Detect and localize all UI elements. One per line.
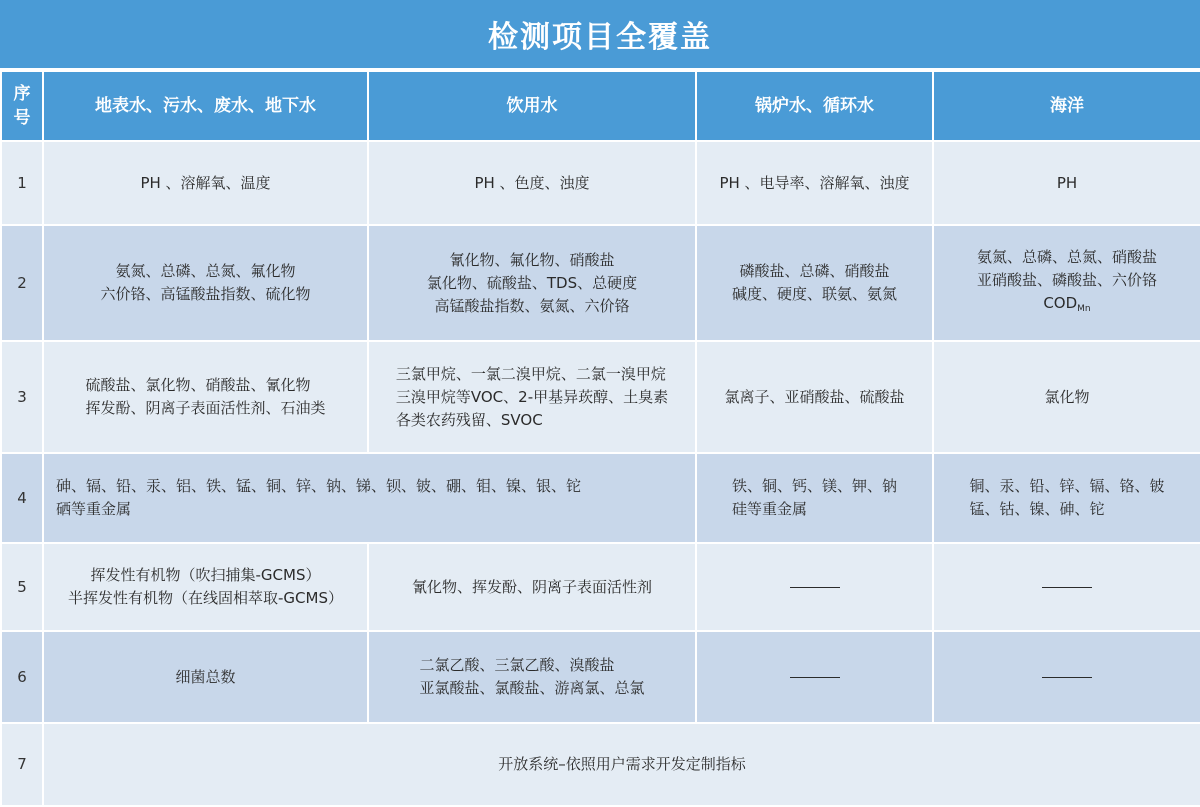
cell-surface-water: 硫酸盐、氯化物、硝酸盐、氰化物 挥发酚、阴离子表面活性剂、石油类 [43,341,368,453]
table-row [1,453,1200,543]
header-boiler-water: 锅炉水、循环水 [696,71,933,141]
cell-ocean: PH [933,141,1200,225]
cell-ocean [933,631,1200,723]
cell-surface-water: 挥发性有机物（吹扫捕集-GCMS） 半挥发性有机物（在线固相萃取-GCMS） [43,543,368,631]
row-number: 1 [1,141,43,225]
empty-dash [1042,587,1092,588]
table-row [1,723,1200,806]
row-number: 3 [1,341,43,453]
cell-boiler-water: 磷酸盐、总磷、硝酸盐 碱度、硬度、联氨、氨氮 [696,225,933,341]
cell-boiler-water: 氯离子、亚硝酸盐、硫酸盐 [696,341,933,453]
cell-surface-water: 细菌总数 [43,631,368,723]
cell-custom-indicators: 开放系统–依照用户需求开发定制指标 [43,723,1200,806]
cell-drinking-water: 二氯乙酸、三氯乙酸、溴酸盐 亚氯酸盐、氯酸盐、游离氯、总氯 [368,631,696,723]
cod-label: COD [1043,293,1078,312]
cell-boiler-water [696,543,933,631]
row-number: 6 [1,631,43,723]
header-drinking-water: 饮用水 [368,71,696,141]
cell-drinking-water: 氰化物、挥发酚、阴离子表面活性剂 [368,543,696,631]
cell-ocean: 铜、汞、铅、锌、镉、铬、铍 锰、钴、镍、砷、铊 [933,453,1200,543]
header-surface-water: 地表水、污水、废水、地下水 [43,71,368,141]
header-index: 序 号 [1,71,43,141]
header-ocean: 海洋 [933,71,1200,141]
cell-ocean [933,543,1200,631]
empty-dash [790,677,840,678]
empty-dash [1042,677,1092,678]
page-title: 检测项目全覆盖 [0,0,1200,68]
cod-subscript: Mn [1077,303,1091,314]
table-row [1,141,1200,225]
cell-drinking-water: 三氯甲烷、一氯二溴甲烷、二氯一溴甲烷 三溴甲烷等VOC、2-甲基异莰醇、土臭素 各类农药残留、SVOC [368,341,696,453]
cell-drinking-water: 氰化物、氟化物、硝酸盐 氯化物、硫酸盐、TDS、总硬度 高锰酸盐指数、氨氮、六价铬 [368,225,696,341]
table-header-row [1,71,1200,141]
table-row [1,225,1200,341]
cell-ocean: 氯化物 [933,341,1200,453]
cell-surface-water: 氨氮、总磷、总氮、氟化物 六价铬、高锰酸盐指数、硫化物 [43,225,368,341]
cell-surface-water: PH 、溶解氧、温度 [43,141,368,225]
cell-boiler-water [696,631,933,723]
table-row [1,543,1200,631]
row-number: 5 [1,543,43,631]
row-number: 2 [1,225,43,341]
detection-items-table [0,70,1200,807]
empty-dash [790,587,840,588]
table-row [1,631,1200,723]
cell-boiler-water: 铁、铜、钙、镁、钾、钠 硅等重金属 [696,453,933,543]
table-row [1,341,1200,453]
row-number: 4 [1,453,43,543]
row-number: 7 [1,723,43,806]
cell-drinking-water: PH 、色度、浊度 [368,141,696,225]
cell-surface-and-drinking-water: 砷、镉、铅、汞、铝、铁、锰、铜、锌、钠、锑、钡、铍、硼、钼、镍、银、铊 硒等重金属 [43,453,696,543]
cell-boiler-water: PH 、电导率、溶解氧、浊度 [696,141,933,225]
cell-ocean: 氨氮、总磷、总氮、硝酸盐 亚硝酸盐、磷酸盐、六价铬 $COD_{Mn}$ [933,225,1200,341]
